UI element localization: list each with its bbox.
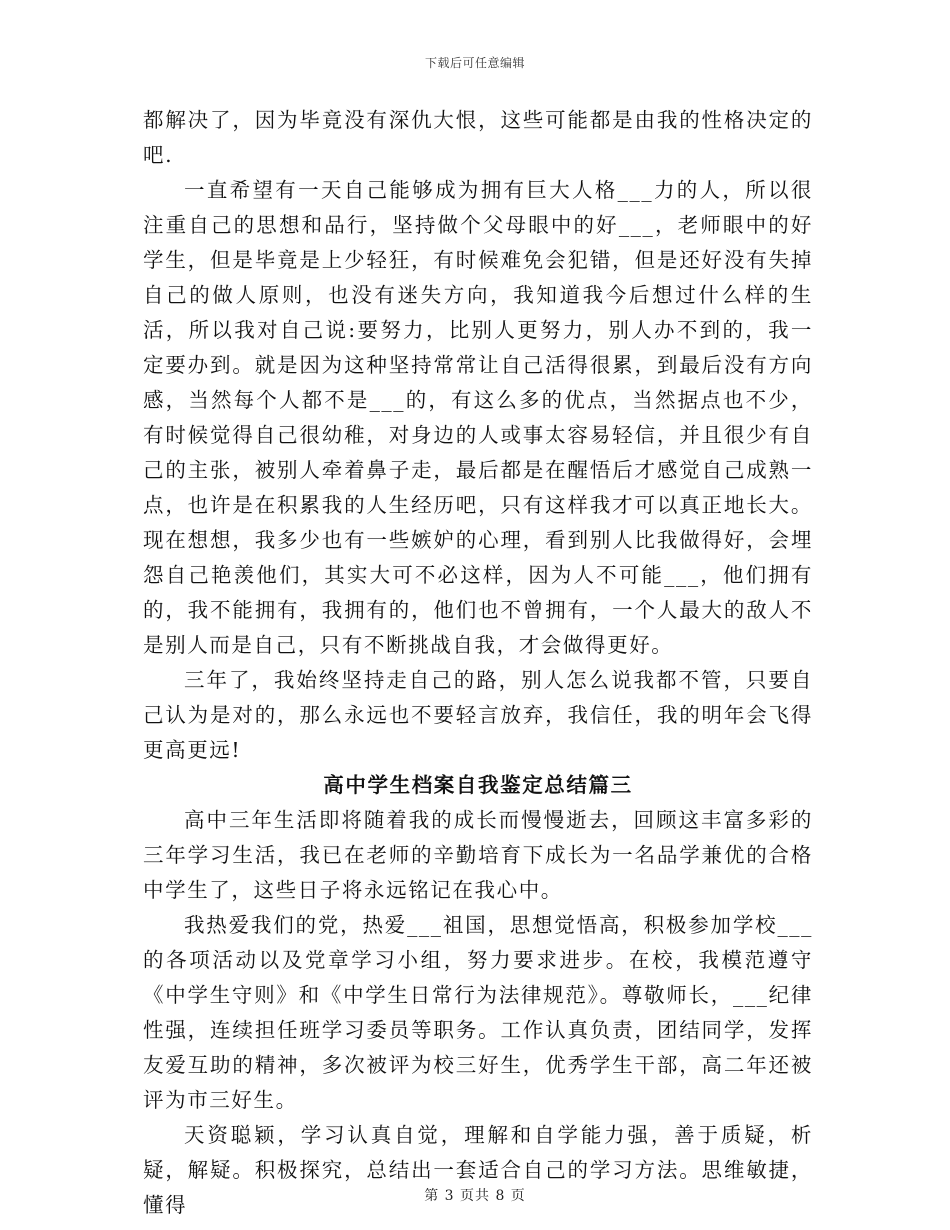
paragraph-5: 我热爱我们的党，热爱___祖国，思想觉悟高，积极参加学校___的各项活动以及党章学习小组，努力要求进步。在校，我模范遵守《中学生守则》和《中学生日常行为法律规范》。尊敬师长，___纪律性强，连续担任班学习委员等职务。工作认真负责，团结同学，发挥友爱互助的精神，多次被评为校三好生，优秀学生干部，高二年还被评为市三好生。 (143, 913, 813, 1112)
paragraph-4: 高中三年生活即将随着我的成长而慢慢逝去，回顾这丰富多彩的三年学习生活，我已在老师的辛勤培育下成长为一名品学兼优的合格中学生了，这些日子将永远铭记在我心中。 (143, 808, 813, 902)
paragraph-6: 天资聪颖，学习认真自觉，理解和自学能力强，善于质疑，析疑，解疑。积极探究，总结出一套适合自己的学习方法。思维敏捷，懂得 (143, 1123, 813, 1217)
section-heading: 高中学生档案自我鉴定总结篇三 (323, 773, 633, 797)
document-body (143, 103, 813, 1223)
page-number-footer: 第 3 页共 8 页 (424, 1188, 526, 1204)
paragraph-1: 都解决了，因为毕竟没有深仇大恨，这些可能都是由我的性格决定的吧. (143, 108, 813, 167)
page-header-note: 下载后可任意编辑 (424, 56, 525, 70)
paragraph-2: 一直希望有一天自己能够成为拥有巨大人格___力的人，所以很注重自己的思想和品行，坚持做个父母眼中的好___，老师眼中的好学生，但是毕竟是上少轻狂，有时候难免会犯错，但是还好没有失掉自己的做人原则，也没有迷失方向，我知道我今后想过什么样的生活，所以我对自己说:要努力，比别人更努力，别人办不到的，我一定要办到。就是因为这种坚持常常让自己活得很累，到最后没有方向感，当然每个人都不是___的，有这么多的优点，当然据点也不少，有时候觉得自己很幼稚，对身边的人或事太容易轻信，并且很少有自己的主张，被别人牵着鼻子走，最后都是在醒悟后才感觉自己成熟一点，也许是在积累我的人生经历吧，只有这样我才可以真正地长大。现在想想，我多少也有一些嫉妒的心理，看到别人比我做得好，会埋怨自己艳羡他们，其实大可不必这样，因为人不可能___，他们拥有的，我不能拥有，我拥有的，他们也不曾拥有，一个人最大的敌人不是别人而是自己，只有不断挑战自我，才会做得更好。 (143, 178, 813, 657)
paragraph-3: 三年了，我始终坚持走自己的路，别人怎么说我都不管，只要自己认为是对的，那么永远也不要轻言放弃，我信任，我的明年会飞得更高更远! (143, 668, 813, 762)
